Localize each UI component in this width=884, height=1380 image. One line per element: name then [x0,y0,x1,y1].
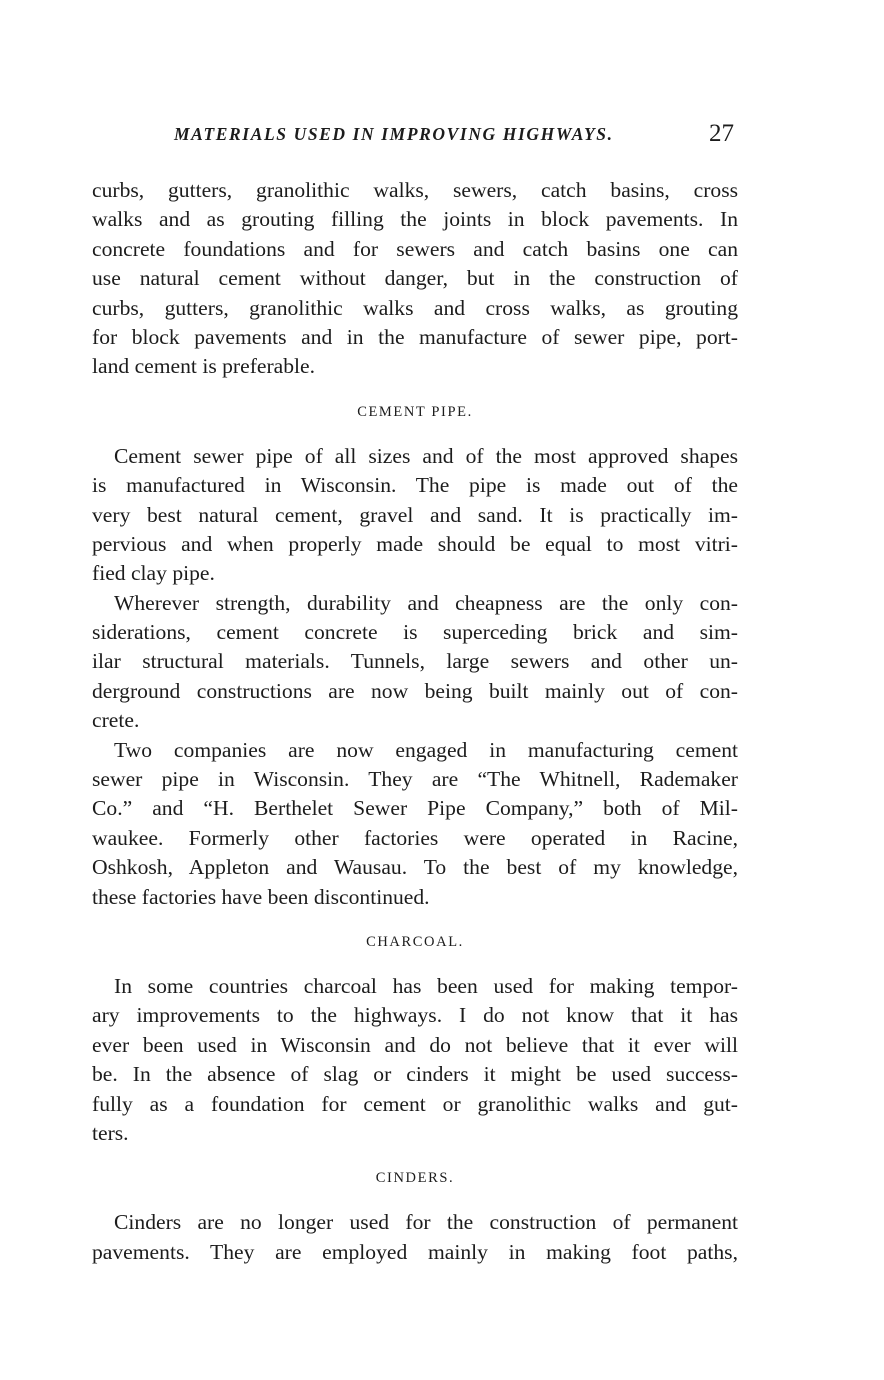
text-line: crete. [92,708,140,733]
text-line: ilar structural materials. Tunnels, large sewers and other un- [92,649,738,674]
text-line: walks and as grouting filling the joints in block pavements. In [92,207,738,232]
text-line: these factories have been discontinued. [92,884,430,909]
intro-paragraph [92,176,738,382]
text-line: pavements. They are employed mainly in making foot paths, [92,1239,738,1264]
cement-pipe-paragraph-2 [92,589,738,736]
text-line: derground constructions are now being built mainly out of con- [92,678,738,703]
text-line: siderations, cement concrete is superceding brick and sim- [92,620,738,645]
section-heading-cement-pipe: CEMENT PIPE. [357,403,473,420]
text-line: very best natural cement, gravel and sand. It is practically im- [92,502,738,527]
running-head [92,120,738,152]
text-line: concrete foundations and for sewers and catch basins one can [92,236,738,261]
cement-pipe-paragraph-1 [92,442,738,589]
text-line: Cinders are no longer used for the construction of permanent [114,1210,738,1235]
text-line: be. In the absence of slag or cinders it might be used success- [92,1062,738,1087]
text-line: Two companies are now engaged in manufacturing cement [114,737,738,762]
body-text [92,176,738,1267]
text-line: curbs, gutters, granolithic walks and cross walks, as grouting [92,295,738,320]
text-line: ever been used in Wisconsin and do not believe that it ever will [92,1032,738,1057]
text-line: waukee. Formerly other factories were operated in Racine, [92,825,738,850]
section-heading-cinders: CINDERS. [375,1170,455,1187]
text-line: Co.” and “H. Berthelet Sewer Pipe Company,” both of Mil- [92,796,738,821]
charcoal-paragraph [92,972,738,1148]
text-line: fully as a foundation for cement or granolithic walks and gut- [92,1091,738,1116]
text-line: curbs, gutters, granolithic walks, sewers, catch basins, cross [92,178,738,202]
text-line: sewer pipe in Wisconsin. They are “The Whitnell, Rademaker [92,767,738,792]
text-line: land cement is preferable. [92,354,316,379]
page-number: 27 [709,120,734,147]
cinders-paragraph [92,1208,738,1267]
text-line: Oshkosh, Appleton and Wausau. To the best of my knowledge, [92,855,738,880]
running-title: MATERIALS USED IN IMPROVING HIGHWAYS. [174,124,614,144]
text-line: is manufactured in Wisconsin. The pipe is made out of the [92,473,738,498]
text-line: Cement sewer pipe of all sizes and of the most approved shapes [114,443,738,468]
text-line: ary improvements to the highways. I do not know that it has [92,1003,738,1028]
text-line: use natural cement without danger, but in the construction of [92,266,738,291]
text-line: for block pavements and in the manufacture of sewer pipe, port- [92,324,738,349]
text-line: In some countries charcoal has been used for making tempor- [114,973,738,998]
text-line: fied clay pipe. [92,561,215,586]
text-line: ters. [92,1120,129,1145]
cement-pipe-paragraph-3 [92,736,738,912]
text-line: pervious and when properly made should be equal to most vitri- [92,531,738,556]
section-heading-charcoal: CHARCOAL. [366,933,464,950]
text-line: Wherever strength, durability and cheapness are the only con- [114,590,738,615]
